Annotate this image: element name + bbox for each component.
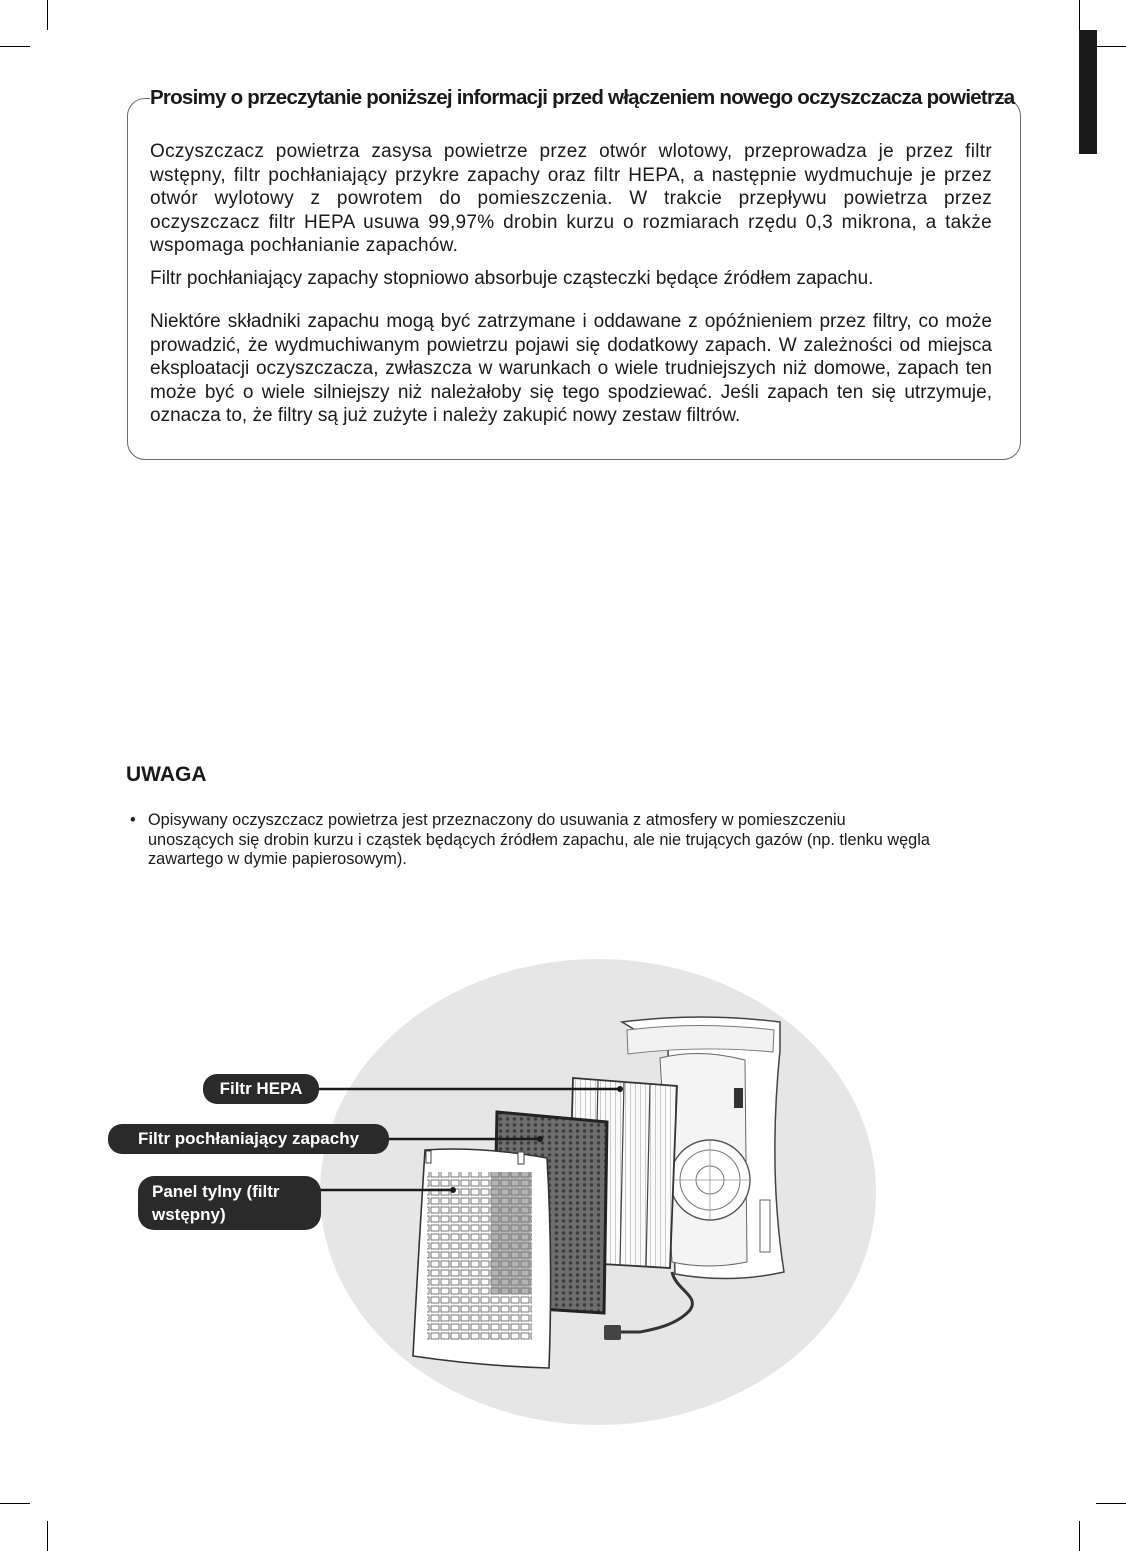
info-paragraph-1: Oczyszczacz powietrza zasysa powietrze przez otwór wlotowy, przeprowadza je przez filtr wstępny, filtr pochłaniający przykre zapachy oraz filtr HEPA, a następnie wydmuchuje je przez otwór wylotowy z powrotem do pomieszczenia. W trakcie przepływu powietrza przez oczyszczacz filtr HEPA usuwa 99,97% drobin kurzu o rozmiarach rzędu 0,3 mikrona, a także wspomaga pochłanianie zapachów. xyxy=(150,141,992,256)
back-panel-illustration xyxy=(413,1149,551,1368)
label-odor-filter: Filtr pochłaniający zapachy xyxy=(108,1124,389,1154)
leader-dot-panel xyxy=(450,1187,456,1193)
info-box-title: Prosimy o przeczytanie poniższej informacji przed włączeniem nowego oczyszczacza powietrza xyxy=(150,84,996,112)
bullet-point: • xyxy=(130,811,136,829)
leader-dot-hepa xyxy=(617,1086,623,1092)
info-paragraph-2: Filtr pochłaniający zapachy stopniowo absorbuje cząsteczki będące źródłem zapachu. xyxy=(150,268,874,289)
power-plug xyxy=(604,1325,621,1340)
uwaga-heading: UWAGA xyxy=(126,763,207,786)
label-hepa-filter: Filtr HEPA xyxy=(203,1074,319,1104)
info-paragraph-3: Niektóre składniki zapachu mogą być zatrzymane i oddawane z opóźnieniem przez filtry, co może prowadzić, że wydmuchiwanym powietrzu pojawi się dodatkowy zapach. W zależności od miejsca eksploatacji oczyszczacza, zwłaszcza w warunkach o wiele trudniejszych niż domowe, zapach ten może być o wiele silniejszy niż należałoby się tego spodziewać. Jeśli zapach ten się utrzymuje, oznacza to, że filtry są już zużyte i należy zakupić nowy zestaw filtrów. xyxy=(150,311,992,426)
label-back-panel: Panel tylny (filtr wstępny) xyxy=(138,1176,321,1230)
leader-dot-carbon xyxy=(537,1136,543,1142)
uwaga-note-text: Opisywany oczyszczacz powietrza jest przeznaczony do usuwania z atmosfery w pomieszczeniu unoszących się drobin kurzu i cząstek będących źródłem zapachu, ale nie trujących gazów (np. tlenku węgla zawartego w dymie papierosowym). xyxy=(148,811,930,868)
